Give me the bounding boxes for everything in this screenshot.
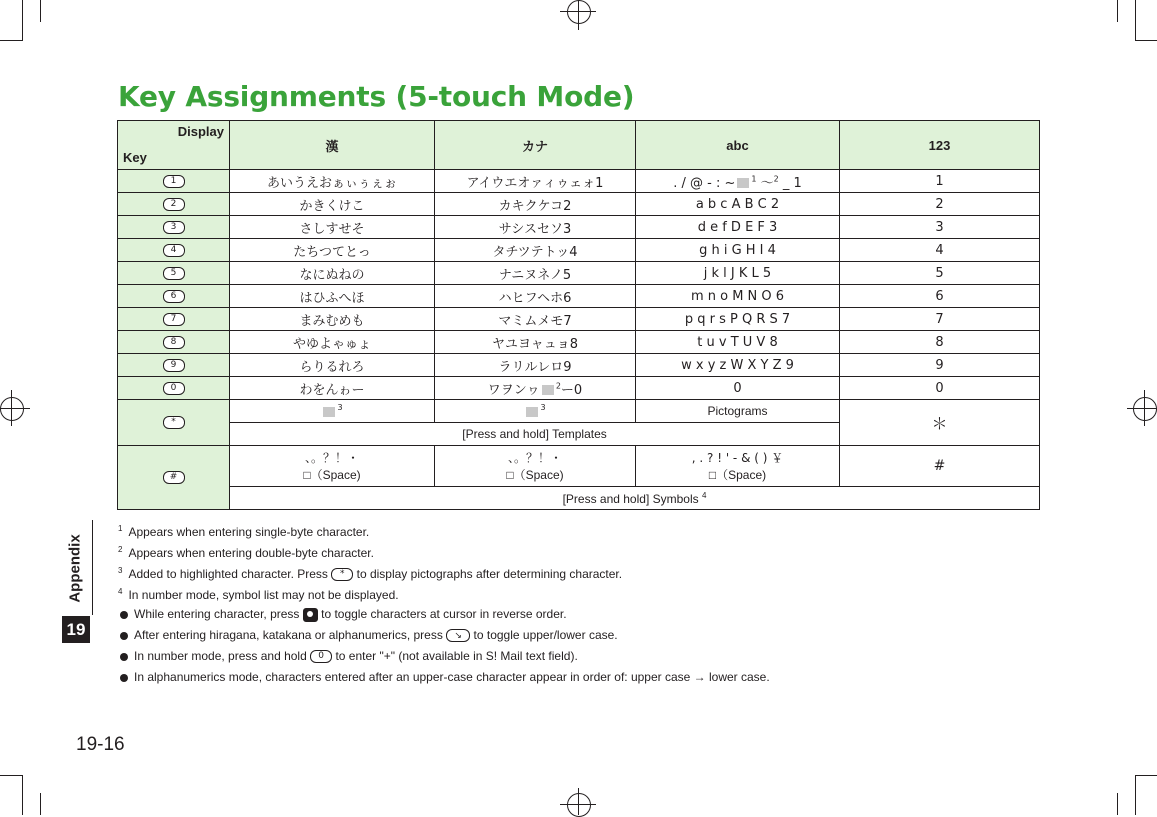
table-row <box>118 377 1040 400</box>
key-cell <box>118 193 230 216</box>
num-cell: ＊ <box>840 400 1040 446</box>
kanji-cell: らりるれろ <box>230 354 435 377</box>
abc-cell: p q r s P Q R S 7 <box>636 308 840 331</box>
table-row <box>118 354 1040 377</box>
camera-key-icon <box>303 608 318 622</box>
footnote-ref: 2 <box>773 174 779 184</box>
crop-mark <box>40 0 41 22</box>
kana-text: ー0 <box>560 382 583 398</box>
registration-mark <box>1127 408 1157 409</box>
registration-mark <box>0 397 24 421</box>
bullet-text: While entering character, press <box>134 607 300 621</box>
footnote <box>118 587 399 602</box>
table-row <box>118 193 1040 216</box>
kanji-cell: わをんゎー <box>230 377 435 400</box>
abc-text: _ 1 <box>782 175 802 191</box>
key-hash-icon: # <box>163 471 185 484</box>
footnote-number: 4 <box>118 587 123 596</box>
footnote-text: In number mode, symbol list may not be displayed. <box>128 588 399 602</box>
key-7-icon: 7 <box>163 313 185 326</box>
table-row <box>118 170 1040 193</box>
table-row-hash-hold <box>118 487 1040 510</box>
kanji-cell: なにぬねの <box>230 262 435 285</box>
key-3-icon: 3 <box>163 221 185 234</box>
kana-symbols: 、。？！・ <box>507 451 562 465</box>
key-0-icon: 0 <box>310 650 332 663</box>
bullet-item <box>120 670 770 684</box>
table-row-star <box>118 400 1040 423</box>
pictogram-icon <box>323 407 335 417</box>
kanji-cell: かきくけこ <box>230 193 435 216</box>
kana-cell <box>435 377 636 400</box>
key-2-icon: 2 <box>163 198 185 211</box>
key-cell <box>118 331 230 354</box>
footnote <box>118 524 369 539</box>
key-cell <box>118 239 230 262</box>
kana-cell: タチツテトッ4 <box>435 239 636 262</box>
kana-cell: ラリルレロ9 <box>435 354 636 377</box>
key-cell <box>118 216 230 239</box>
kanji-cell: はひふへほ <box>230 285 435 308</box>
hold-cell: [Press and hold] Templates <box>230 423 840 446</box>
kana-cell: アイウエオァィゥェォ1 <box>435 170 636 193</box>
kanji-cell: さしすせそ <box>230 216 435 239</box>
bullet-text: to toggle characters at cursor in reverse order. <box>321 607 567 621</box>
kanji-cell: やゆよゃゅょ <box>230 331 435 354</box>
footnote-text: Appears when entering single-byte character. <box>128 525 370 539</box>
pictogram-icon <box>526 407 538 417</box>
kanji-space: □（Space) <box>303 468 361 482</box>
bullet-icon <box>120 632 128 640</box>
corner-header <box>118 121 230 170</box>
section-side-label <box>63 532 87 612</box>
num-cell: 9 <box>840 354 1040 377</box>
abc-cell: a b c A B C 2 <box>636 193 840 216</box>
key-assignments-table <box>117 120 1040 510</box>
key-cell <box>118 354 230 377</box>
bullet-item <box>120 628 618 642</box>
kana-cell <box>435 446 636 487</box>
abc-cell: w x y z W X Y Z 9 <box>636 354 840 377</box>
registration-mark <box>567 793 591 817</box>
display-label: Display <box>177 124 224 139</box>
abc-cell: 0 <box>636 377 840 400</box>
crop-mark <box>0 775 22 776</box>
crop-mark <box>1135 775 1136 815</box>
registration-mark <box>578 0 579 30</box>
call-key-icon: ↘ <box>446 629 470 642</box>
bullet-icon <box>120 611 128 619</box>
crop-mark <box>40 793 41 815</box>
crop-mark <box>1117 0 1118 22</box>
key-1-icon: 1 <box>163 175 185 188</box>
bullet-item <box>120 607 567 622</box>
abc-space: □（Space) <box>708 468 767 482</box>
kanji-symbols: 、。？！・ <box>304 451 359 465</box>
footnote <box>118 566 622 581</box>
registration-mark <box>0 408 30 409</box>
abc-cell: Pictograms <box>636 400 840 423</box>
key-cell <box>118 377 230 400</box>
abc-text: . / @ - : ~ <box>673 175 736 191</box>
key-cell <box>118 285 230 308</box>
crop-mark <box>1135 775 1157 776</box>
key-4-icon: 4 <box>163 244 185 257</box>
num-cell: 7 <box>840 308 1040 331</box>
bullet-text: to enter "+" (not available in S! Mail text field). <box>335 649 578 663</box>
crop-mark <box>1117 793 1118 815</box>
chapter-tab: 19 <box>62 616 90 643</box>
table-row <box>118 216 1040 239</box>
key-cell <box>118 400 230 446</box>
kana-text: ワヲンヮ <box>487 382 540 398</box>
num-cell: 6 <box>840 285 1040 308</box>
kanji-cell <box>230 400 435 423</box>
crop-mark <box>1135 40 1157 41</box>
kanji-cell: まみむめも <box>230 308 435 331</box>
footnote-ref: 4 <box>701 490 707 500</box>
section-name: Appendix <box>66 534 84 603</box>
table-row <box>118 331 1040 354</box>
pictogram-icon <box>737 178 749 188</box>
crop-mark <box>22 775 23 815</box>
crop-mark <box>0 40 22 41</box>
registration-mark <box>11 390 12 426</box>
kana-cell: サシスセソ3 <box>435 216 636 239</box>
num-cell: 8 <box>840 331 1040 354</box>
footnote-text: Added to highlighted character. Press <box>128 567 328 581</box>
key-8-icon: 8 <box>163 336 185 349</box>
kanji-cell <box>230 446 435 487</box>
key-cell <box>118 262 230 285</box>
footnote-number: 3 <box>118 566 123 575</box>
kana-cell: ナニヌネノ5 <box>435 262 636 285</box>
key-9-icon: 9 <box>163 359 185 372</box>
table-row-hash <box>118 446 1040 487</box>
footnote-ref: 2 <box>555 381 561 391</box>
crop-mark <box>22 40 23 41</box>
bullet-icon <box>120 653 128 661</box>
star-key-icon: * <box>331 568 353 581</box>
hold-text: [Press and hold] Symbols <box>562 491 699 506</box>
kana-cell: マミムメモ7 <box>435 308 636 331</box>
table-header-row <box>118 121 1040 170</box>
kana-cell: ハヒフヘホ6 <box>435 285 636 308</box>
bullet-icon <box>120 674 128 682</box>
key-6-icon: 6 <box>163 290 185 303</box>
num-cell: 3 <box>840 216 1040 239</box>
footnote <box>118 545 374 560</box>
kana-cell <box>435 400 636 423</box>
num-cell: 2 <box>840 193 1040 216</box>
abc-cell: j k l J K L 5 <box>636 262 840 285</box>
registration-mark <box>1144 390 1145 426</box>
crop-mark <box>22 0 23 40</box>
abc-cell: g h i G H I 4 <box>636 239 840 262</box>
key-label: Key <box>123 150 147 165</box>
num-cell: 4 <box>840 239 1040 262</box>
column-header-123: 123 <box>840 121 1040 170</box>
footnote-ref: 3 <box>540 402 546 412</box>
num-cell: 5 <box>840 262 1040 285</box>
bullet-text: In alphanumerics mode, characters entered after an upper-case character appear in order of: upper case → lower case. <box>134 670 770 684</box>
registration-mark <box>1133 397 1157 421</box>
abc-cell: t u v T U V 8 <box>636 331 840 354</box>
footnote-text: Appears when entering double-byte character. <box>128 546 374 560</box>
abc-cell: m n o M N O 6 <box>636 285 840 308</box>
kana-cell: カキクケコ2 <box>435 193 636 216</box>
footnote-text: to display pictographs after determining character. <box>356 567 623 581</box>
abc-cell: d e f D E F 3 <box>636 216 840 239</box>
num-cell: 1 <box>840 170 1040 193</box>
registration-mark <box>578 788 579 815</box>
bullet-text: In number mode, press and hold <box>134 649 307 663</box>
kana-cell: ヤユヨャュョ8 <box>435 331 636 354</box>
bullet-text: After entering hiragana, katakana or alphanumerics, press <box>134 628 443 642</box>
footnote-number: 2 <box>118 545 123 554</box>
column-header-abc: abc <box>636 121 840 170</box>
footnote-number: 1 <box>118 524 123 533</box>
kanji-cell: たちつてとっ <box>230 239 435 262</box>
key-cell <box>118 308 230 331</box>
hold-cell <box>230 487 1040 510</box>
registration-mark <box>560 11 596 12</box>
page-title: Key Assignments (5-touch Mode) <box>118 80 635 113</box>
key-cell <box>118 446 230 510</box>
abc-text: 〜 <box>760 175 774 191</box>
footnote-ref: 3 <box>337 402 343 412</box>
kana-space: □（Space) <box>506 468 564 482</box>
key-cell <box>118 170 230 193</box>
key-5-icon: 5 <box>163 267 185 280</box>
abc-symbols: , . ? ! ' - & ( ) ￥ <box>691 451 784 465</box>
footnote-ref: 1 <box>751 174 757 184</box>
page-number: 19-16 <box>76 734 125 755</box>
key-star-icon: * <box>163 416 185 429</box>
table-row <box>118 262 1040 285</box>
num-cell: 0 <box>840 377 1040 400</box>
table-row <box>118 308 1040 331</box>
kanji-cell: あいうえおぁぃぅぇぉ <box>230 170 435 193</box>
bullet-text: to toggle upper/lower case. <box>473 628 618 642</box>
key-0-icon: 0 <box>163 382 185 395</box>
side-divider <box>92 520 93 615</box>
column-header-kanji: 漢 <box>230 121 435 170</box>
num-cell: # <box>840 446 1040 487</box>
column-header-kana: カナ <box>435 121 636 170</box>
abc-cell <box>636 170 840 193</box>
table-row <box>118 239 1040 262</box>
table-row <box>118 285 1040 308</box>
registration-mark <box>560 804 596 805</box>
abc-cell <box>636 446 840 487</box>
pictogram-icon <box>542 385 554 395</box>
bullet-item <box>120 649 578 663</box>
crop-mark <box>1135 0 1136 40</box>
registration-mark <box>567 0 591 24</box>
